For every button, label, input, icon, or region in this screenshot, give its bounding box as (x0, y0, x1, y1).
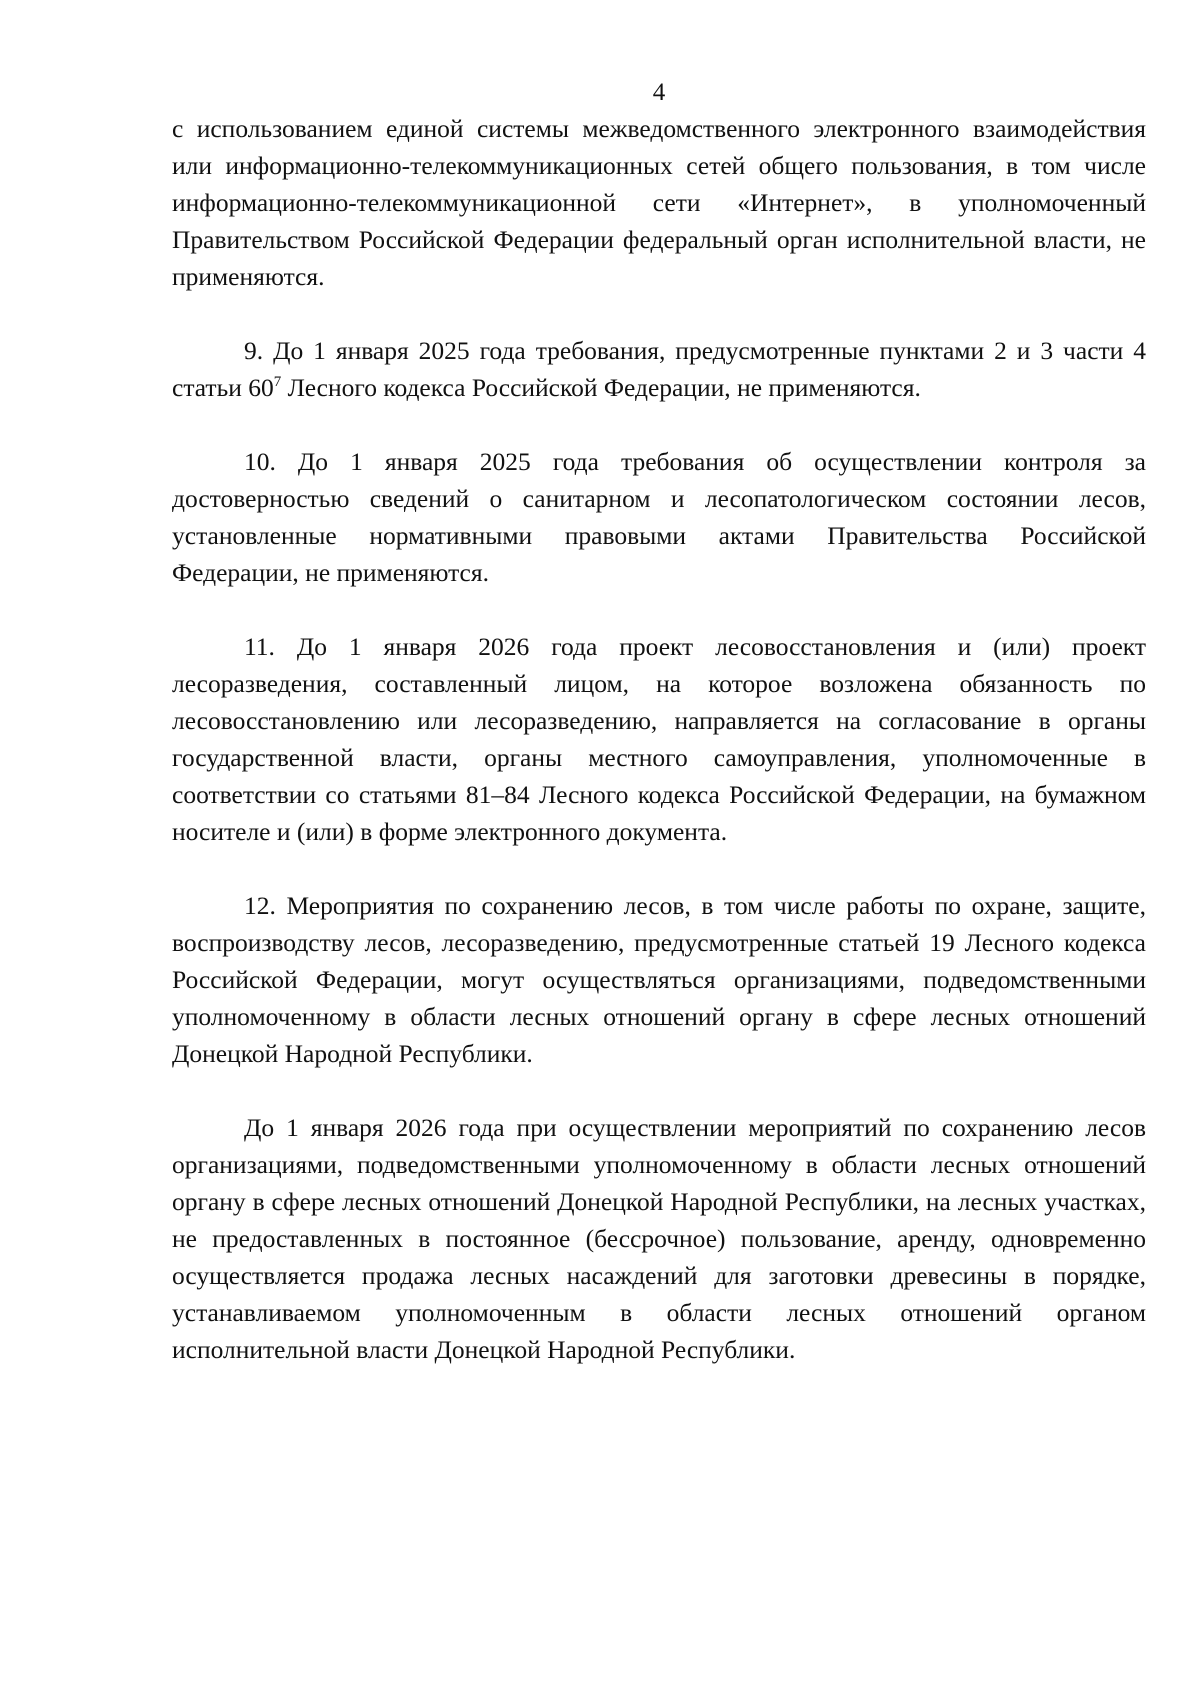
paragraph-item-11: 11. До 1 января 2026 года проект лесовосстановления и (или) проект лесоразведения, составленный лицом, на которое возложена обязанность по лесовосстановлению или лесоразведению, направляется на согласование в органы государственной власти, органы местного самоуправления, уполномоченные в соответствии со статьями 81–84 Лесного кодекса Российской Федерации, на бумажном носителе и (или) в форме электронного документа. (172, 632, 1146, 846)
paragraph-continuation: с использованием единой системы межведомственного электронного взаимодействия или информационно-телекоммуникационных сетей общего пользования, в том числе информационно-телекоммуникационной сети «Интернет», в уполномоченный Правительством Российской Федерации федеральный орган исполнительной власти, не применяются. (172, 114, 1146, 291)
paragraph-item-9-text-before: 9. До 1 января 2025 года требования, предусмотренные пунктами 2 и 3 части 4 статьи 60 (172, 336, 1146, 402)
paragraph-item-12: 12. Мероприятия по сохранению лесов, в том числе работы по охране, защите, воспроизводству лесов, лесоразведению, предусмотренные статьей 19 Лесного кодекса Российской Федерации, могут осуществляться организациями, подведомственными уполномоченному в области лесных отношений органу в сфере лесных отношений Донецкой Народной Республики. (172, 891, 1146, 1068)
paragraph-item-9-text-after: Лесного кодекса Российской Федерации, не применяются. (281, 373, 921, 402)
paragraph-item-10: 10. До 1 января 2025 года требования об осуществлении контроля за достоверностью сведений о санитарном и лесопатологическом состоянии лесов, установленные нормативными правовыми актами Правительства Российской Федерации, не применяются. (172, 447, 1146, 587)
document-body (172, 110, 1146, 1368)
paragraph-item-12-continuation: До 1 января 2026 года при осуществлении мероприятий по сохранению лесов организациями, подведомственными уполномоченному в области лесных отношений органу в сфере лесных отношений Донецкой Народной Республики, на лесных участках, не предоставленных в постоянное (бессрочное) пользование, аренду, одновременно осуществляется продажа лесных насаждений для заготовки древесины в порядке, устанавливаемом уполномоченным в области лесных отношений органом исполнительной власти Донецкой Народной Республики. (172, 1113, 1146, 1364)
paragraph-item-9 (172, 332, 1146, 406)
page-number: 4 (652, 79, 666, 106)
article-superscript: 7 (273, 374, 282, 390)
